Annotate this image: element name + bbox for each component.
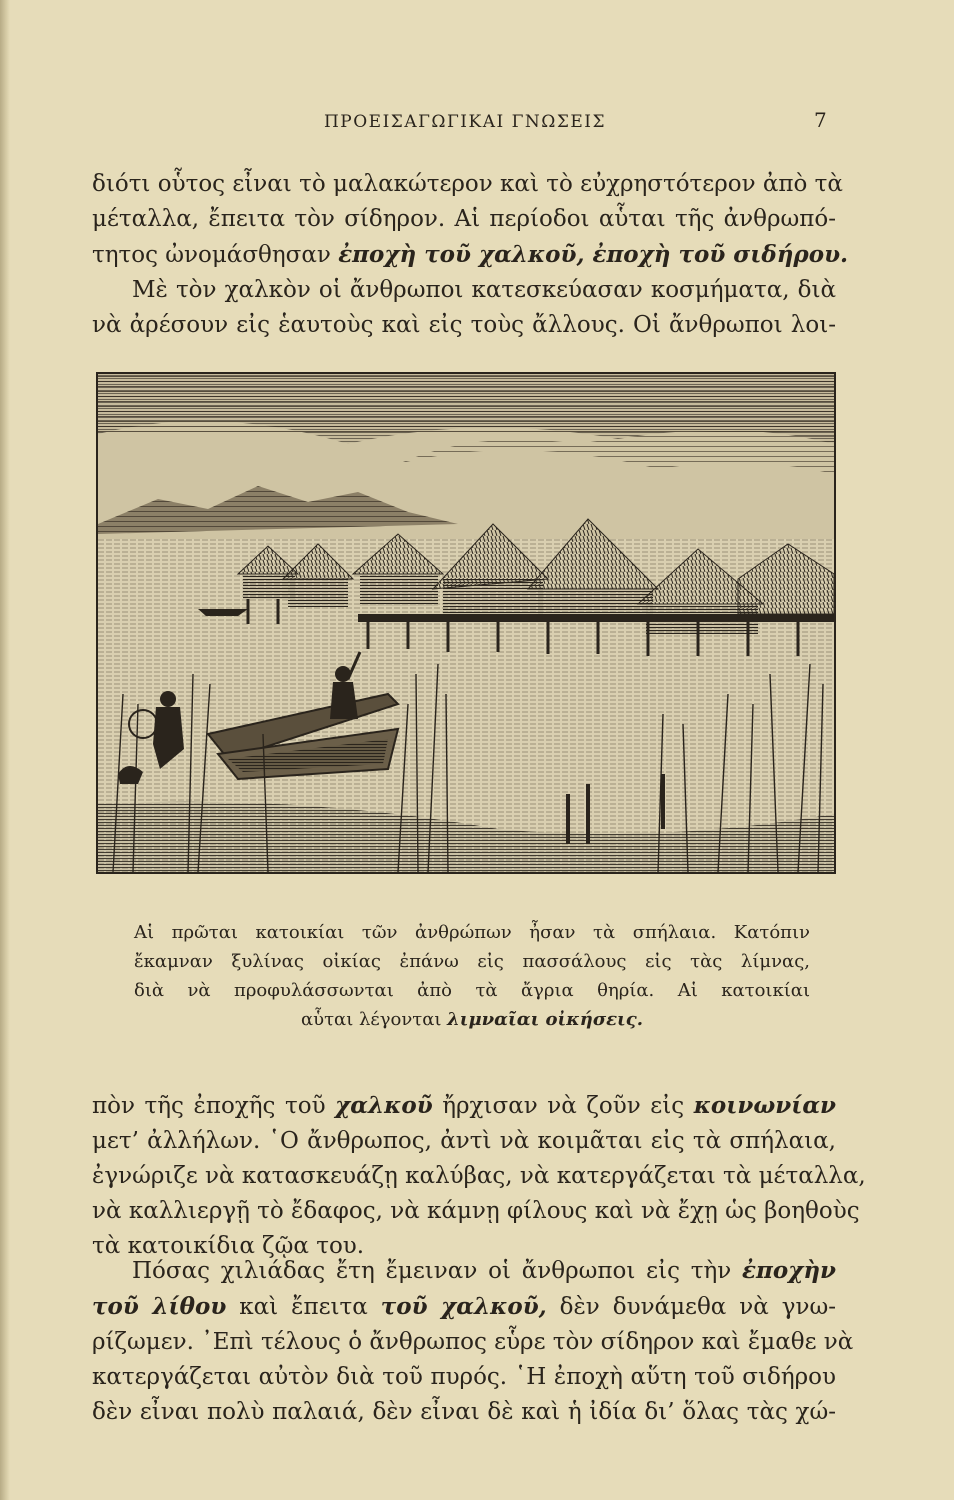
caption-line: ἔκαμναν ξυλίνας οἰκίας ἐπάνω εἰς πασσάλους εἰς τὰς λίμνας, (134, 951, 810, 972)
caption-line: διὰ νὰ προφυλάσσωνται ἀπὸ τὰ ἄγρια θηρία. Αἱ κατοικίαι (134, 980, 810, 1001)
text-run: καὶ ἔπειτα (226, 1294, 381, 1320)
text-line: ἐγνώριζε νὰ κατασκευάζῃ καλύβας, νὰ κατεργάζεται τὰ μέταλλα, (92, 1163, 866, 1189)
text-line: νὰ καλλιεργῇ τὸ ἔδαφος, νὰ κάμνῃ φίλους καὶ νὰ ἔχῃ ὡς βοηθοὺς (92, 1198, 860, 1224)
text-line: δὲν εἶναι πολὺ παλαιά, δὲν εἶναι δὲ καὶ ἡ ἰδία δι’ ὅλας τὰς χώ- (92, 1399, 836, 1425)
engraving-svg (98, 374, 834, 872)
text-run: Πόσας χιλιάδας ἔτη ἔμειναν οἱ ἄνθρωποι εἰς τὴν (132, 1258, 743, 1284)
caption-run: αὗται λέγονται (301, 1009, 448, 1030)
text-line: τὰ κατοικίδια ζῷα του. (92, 1233, 365, 1259)
emphasis-lake-dwellings: λιμναῖαι οἰκήσεις. (447, 1009, 643, 1030)
emphasis-age: ἐποχὴν (742, 1257, 836, 1284)
text-line (92, 237, 849, 273)
text-line: διότι οὗτος εἶναι τὸ μαλακώτερον καὶ τὸ εὐχρηστότερον ἀπὸ τὰ (92, 171, 843, 197)
emphasis-stone: τοῦ λίθου (92, 1293, 227, 1320)
running-header (0, 108, 954, 138)
emphasis-bronze: χαλκοῦ (335, 1092, 433, 1119)
paragraph-3 (92, 1253, 854, 1430)
text-line (92, 1253, 836, 1289)
text-line: νὰ ἀρέσουν εἰς ἑαυτοὺς καὶ εἰς τοὺς ἄλλους. Οἱ ἄνθρωποι λοι- (92, 312, 836, 338)
text-run: δὲν δυνάμεθα νὰ γνω- (546, 1294, 836, 1320)
caption-line (134, 1005, 810, 1034)
text-run: πὸν τῆς ἐποχῆς τοῦ (92, 1093, 336, 1119)
text-line: κατεργάζεται αὐτὸν διὰ τοῦ πυρός. ῾Η ἐποχὴ αὕτη τοῦ σιδήρου (92, 1364, 836, 1390)
text-line: μέταλλα, ἔπειτα τὸν σίδηρον. Αἱ περίοδοι αὗται τῆς ἀνθρωπό- (92, 206, 836, 232)
emphasis-bronze-iron-age: ἐποχὴ τοῦ χαλκοῦ, ἐποχὴ τοῦ σιδήρου. (338, 241, 849, 268)
text-line: ρίζωμεν. ᾿Επὶ τέλους ὁ ἄνθρωπος εὗρε τὸν σίδηρον καὶ ἔμαθε νὰ (92, 1329, 854, 1355)
emphasis-society: κοινωνίαν (693, 1092, 836, 1119)
text-line (92, 1289, 836, 1325)
text-line: Μὲ τὸν χαλκὸν οἱ ἄνθρωποι κατεσκεύασαν κοσμήματα, διὰ (132, 277, 836, 303)
text-line: μετ’ ἀλλήλων. ῾Ο ἄνθρωπος, ἀντὶ νὰ κοιμᾶται εἰς τὰ σπήλαια, (92, 1128, 836, 1154)
illustration-lake-dwellings (96, 372, 836, 874)
emphasis-bronze: τοῦ χαλκοῦ, (380, 1293, 547, 1320)
running-title: ΠΡΟΕΙΣΑΓΩΓΙΚΑΙ ΓΝΩΣΕΙΣ (323, 112, 607, 132)
text-line (92, 1088, 836, 1124)
text-run: ἤρχισαν νὰ ζοῦν εἰς (432, 1093, 694, 1119)
page-number: 7 (814, 108, 827, 132)
paragraph-2 (92, 1088, 866, 1264)
page-binding-edge (0, 0, 10, 1500)
text-run: τητος ὠνομάσθησαν (92, 242, 339, 268)
figure-caption (134, 918, 810, 1034)
caption-line: Αἱ πρῶται κατοικίαι τῶν ἀνθρώπων ἦσαν τὰ σπήλαια. Κατόπιν (134, 922, 810, 943)
paragraph-1 (92, 167, 849, 343)
